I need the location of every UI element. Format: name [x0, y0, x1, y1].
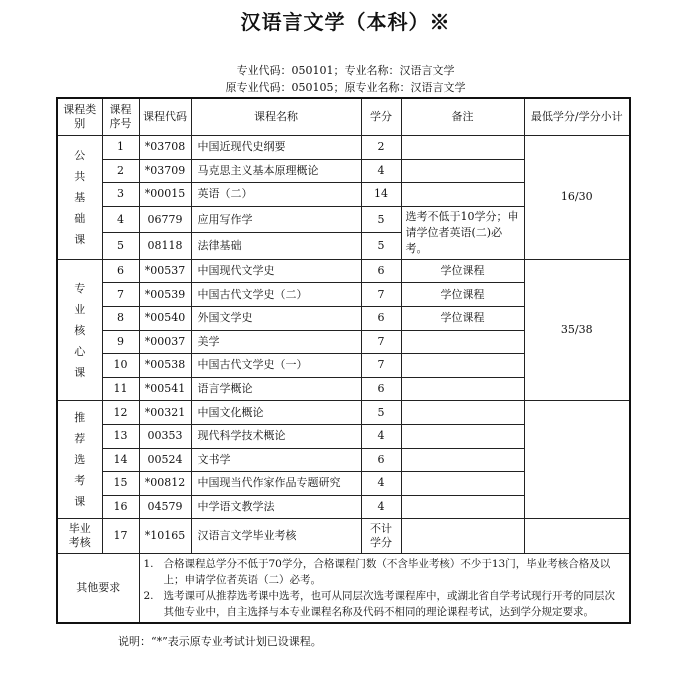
course-note	[401, 354, 524, 378]
graduation-credit	[361, 519, 401, 554]
category-char: 础	[74, 211, 86, 225]
course-name: 外国文学史	[191, 306, 361, 330]
course-row	[57, 136, 630, 160]
course-name: 法律基础	[191, 233, 361, 260]
course-credit: 7	[361, 354, 401, 378]
course-code: 06779	[139, 206, 191, 233]
course-seq: 8	[102, 306, 139, 330]
course-credit: 6	[361, 377, 401, 401]
course-note	[401, 377, 524, 401]
course-seq: 10	[102, 354, 139, 378]
category-char: 课	[74, 495, 86, 509]
course-category-label	[57, 259, 102, 401]
graduation-credit-line: 学分	[370, 536, 392, 550]
course-name: 中国近现代史纲要	[191, 136, 361, 160]
course-note: 学位课程	[401, 306, 524, 330]
category-char: 考	[74, 474, 86, 488]
course-code: 00353	[139, 424, 191, 448]
course-seq: 11	[102, 377, 139, 401]
course-seq: 12	[102, 401, 139, 425]
course-name: 中学语文教学法	[191, 495, 361, 519]
course-note	[401, 424, 524, 448]
requirement-item	[144, 556, 626, 588]
course-note	[401, 495, 524, 519]
course-seq: 9	[102, 330, 139, 354]
header-category: 课程类别	[57, 98, 102, 136]
course-note	[401, 159, 524, 183]
course-code: *00539	[139, 283, 191, 307]
category-char: 基	[74, 190, 86, 204]
course-seq: 3	[102, 183, 139, 207]
course-credit: 4	[361, 424, 401, 448]
course-name: 中国古代文学史（一）	[191, 354, 361, 378]
requirement-text: 合格课程总学分不低于70学分，合格课程门数（不含毕业考核）不少于13门，毕业考核合格及以上；申请学位者英语（二）必考。	[163, 558, 611, 587]
course-seq: 7	[102, 283, 139, 307]
course-code: *00321	[139, 401, 191, 425]
course-seq: 15	[102, 472, 139, 496]
course-note	[401, 472, 524, 496]
category-char: 推	[74, 411, 86, 425]
category-char: 专	[74, 281, 86, 295]
course-row	[57, 259, 630, 283]
course-seq: 5	[102, 233, 139, 260]
header-credit: 学分	[361, 98, 401, 136]
course-credit: 5	[361, 401, 401, 425]
graduation-label	[57, 519, 102, 554]
course-code: *00537	[139, 259, 191, 283]
category-char: 心	[74, 344, 86, 358]
graduation-seq: 17	[102, 519, 139, 554]
other-requirements-label: 其他要求	[57, 554, 139, 624]
course-code: 08118	[139, 233, 191, 260]
course-name: 马克思主义基本原理概论	[191, 159, 361, 183]
table-header-row	[57, 98, 630, 136]
course-name: 文书学	[191, 448, 361, 472]
course-credit: 6	[361, 448, 401, 472]
course-category-label	[57, 401, 102, 519]
graduation-code: *10165	[139, 519, 191, 554]
course-note	[401, 448, 524, 472]
course-code: 04579	[139, 495, 191, 519]
course-credit: 4	[361, 495, 401, 519]
course-credit: 14	[361, 183, 401, 207]
category-char: 业	[74, 302, 86, 316]
graduation-label-line: 毕业	[68, 522, 91, 536]
header-note: 备注	[401, 98, 524, 136]
course-name: 现代科学技术概论	[191, 424, 361, 448]
group-note: 选考不低于10学分；申请学位者英语(二)必考。	[401, 206, 524, 259]
category-char: 课	[74, 365, 86, 379]
course-code: *00538	[139, 354, 191, 378]
course-note	[401, 183, 524, 207]
course-seq: 1	[102, 136, 139, 160]
group-min-credit	[524, 401, 630, 519]
course-note: 学位课程	[401, 283, 524, 307]
course-note	[401, 401, 524, 425]
course-code: *03709	[139, 159, 191, 183]
course-name: 英语（二）	[191, 183, 361, 207]
requirement-number: 1.	[143, 558, 154, 571]
page-title: 汉语言文学（本科）※	[240, 10, 451, 34]
graduation-name: 汉语言文学毕业考核	[191, 519, 361, 554]
course-name: 中国现当代作家作品专题研究	[191, 472, 361, 496]
major-code-line: 专业代码：050101；专业名称：汉语言文学	[236, 64, 455, 77]
course-credit: 2	[361, 136, 401, 160]
requirement-number: 2.	[143, 590, 154, 603]
group-min-credit: 35/38	[524, 259, 630, 401]
original-major-code-line: 原专业代码：050105；原专业名称：汉语言文学	[225, 81, 466, 94]
category-char: 共	[74, 169, 86, 183]
requirement-text: 选考课可从推荐选考课中选考，也可从同层次选考课程库中，或湖北省自学考试现行开考的同层次其他专业中，自主选择与本专业课程名称及代码不相同的理论课程考试，达到学分规定要求。	[163, 590, 615, 619]
group-min-credit: 16/30	[524, 136, 630, 260]
course-credit: 5	[361, 206, 401, 233]
header-min-credit: 最低学分/学分小计	[524, 98, 630, 136]
other-requirements-content	[139, 554, 630, 624]
course-seq: 4	[102, 206, 139, 233]
course-note	[401, 330, 524, 354]
course-code: *00812	[139, 472, 191, 496]
course-credit: 7	[361, 283, 401, 307]
course-category-label	[57, 136, 102, 260]
graduation-row	[57, 519, 630, 554]
course-note	[401, 136, 524, 160]
course-seq: 13	[102, 424, 139, 448]
course-credit: 6	[361, 306, 401, 330]
course-code: *00540	[139, 306, 191, 330]
course-code: *03708	[139, 136, 191, 160]
course-note: 学位课程	[401, 259, 524, 283]
course-credit: 6	[361, 259, 401, 283]
course-name: 美学	[191, 330, 361, 354]
course-seq: 16	[102, 495, 139, 519]
category-char: 课	[74, 232, 86, 246]
course-seq: 2	[102, 159, 139, 183]
course-code: *00541	[139, 377, 191, 401]
course-credit: 4	[361, 472, 401, 496]
graduation-min-credit	[524, 519, 630, 554]
course-name: 应用写作学	[191, 206, 361, 233]
course-row	[57, 401, 630, 425]
course-code: *00037	[139, 330, 191, 354]
header-code: 课程代码	[139, 98, 191, 136]
graduation-label-line: 考核	[68, 536, 91, 550]
other-requirements-row	[57, 554, 630, 624]
course-seq: 14	[102, 448, 139, 472]
course-seq: 6	[102, 259, 139, 283]
category-char: 荐	[74, 432, 86, 446]
course-name: 中国古代文学史（二）	[191, 283, 361, 307]
course-credit: 4	[361, 159, 401, 183]
course-code: 00524	[139, 448, 191, 472]
course-code: *00015	[139, 183, 191, 207]
course-credit: 5	[361, 233, 401, 260]
course-name: 中国现代文学史	[191, 259, 361, 283]
requirement-item	[144, 588, 626, 620]
course-plan-table	[56, 97, 631, 624]
footnote: 说明：“*”表示原专业考试计划已设课程。	[118, 635, 322, 648]
category-char: 选	[74, 453, 86, 467]
course-name: 语言学概论	[191, 377, 361, 401]
graduation-credit-line: 不计	[370, 522, 392, 536]
header-seq: 课程序号	[102, 98, 139, 136]
category-char: 核	[74, 323, 86, 337]
header-name: 课程名称	[191, 98, 361, 136]
course-name: 中国文化概论	[191, 401, 361, 425]
category-char: 公	[74, 148, 86, 162]
graduation-note	[401, 519, 524, 554]
course-credit: 7	[361, 330, 401, 354]
